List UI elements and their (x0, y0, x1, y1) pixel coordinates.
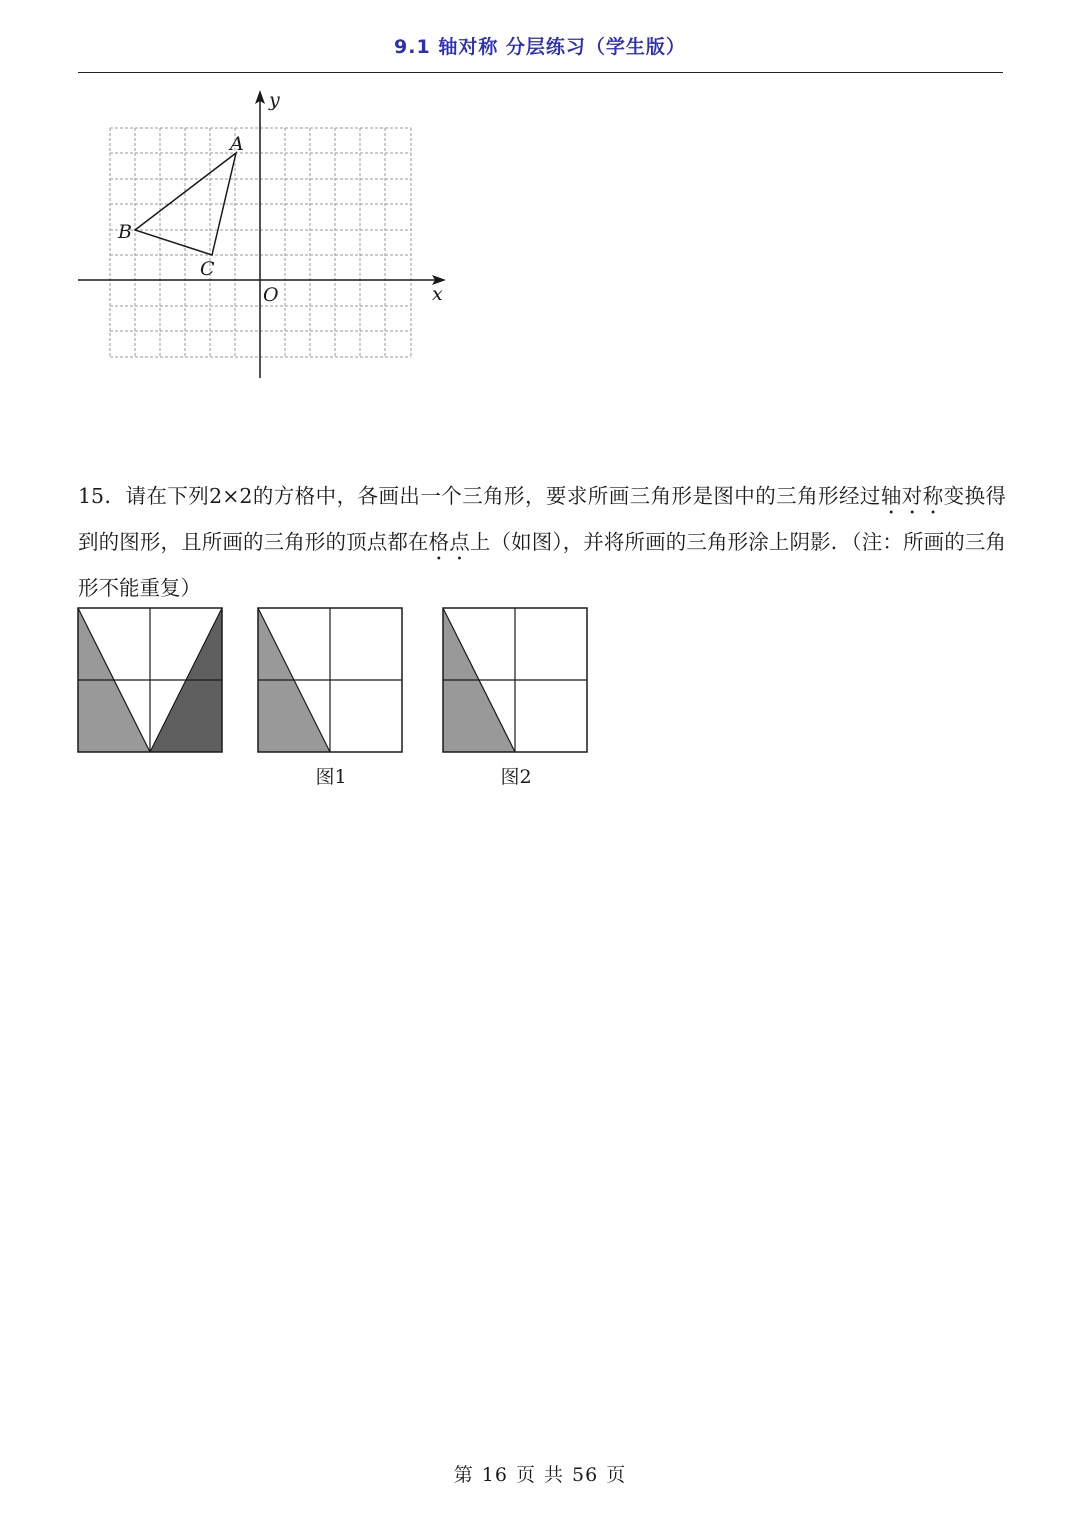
header-divider (78, 72, 1003, 73)
point-c-label: C (200, 258, 215, 280)
footer-total-word: 共 (544, 1464, 565, 1486)
emphasis-grid-point: 格点 (428, 530, 470, 554)
question-15 (78, 473, 1006, 611)
question-number: 15． (78, 484, 126, 508)
emphasis-axial-symmetry: 轴对称 (880, 484, 944, 508)
question-text-part-2: 变换得到的图形，且所画的三角形的顶点都在 (78, 484, 1007, 554)
x-axis-label: x (432, 283, 443, 305)
current-page-number: 16 (481, 1464, 508, 1486)
y-axis-label: y (269, 89, 280, 111)
point-a-label: A (230, 133, 244, 155)
total-page-count: 56 (572, 1464, 599, 1486)
footer-page-word: 页 (515, 1464, 536, 1486)
page-footer (0, 1460, 1080, 1487)
coordinate-figure (70, 80, 460, 390)
footer-suffix: 页 (606, 1464, 627, 1486)
example-grid (76, 606, 224, 754)
question-text-part-3: 上（如图），并将所画的三角形涂上阴影．（注：所画的三角形不能重复） (78, 530, 1007, 600)
figure-2-grid (441, 606, 589, 754)
point-b-label: B (118, 221, 132, 243)
header-title: 9.1 轴对称 分层练习（学生版） (394, 36, 686, 58)
origin-label: O (263, 284, 279, 306)
figure-1-caption: 图1 (315, 766, 347, 788)
footer-prefix: 第 (453, 1464, 474, 1486)
question-text-part-1: 请在下列2×2的方格中，各画出一个三角形，要求所画三角形是图中的三角形经过 (125, 484, 881, 508)
figure-2-caption: 图2 (500, 766, 532, 788)
figure-1-grid (256, 606, 404, 754)
